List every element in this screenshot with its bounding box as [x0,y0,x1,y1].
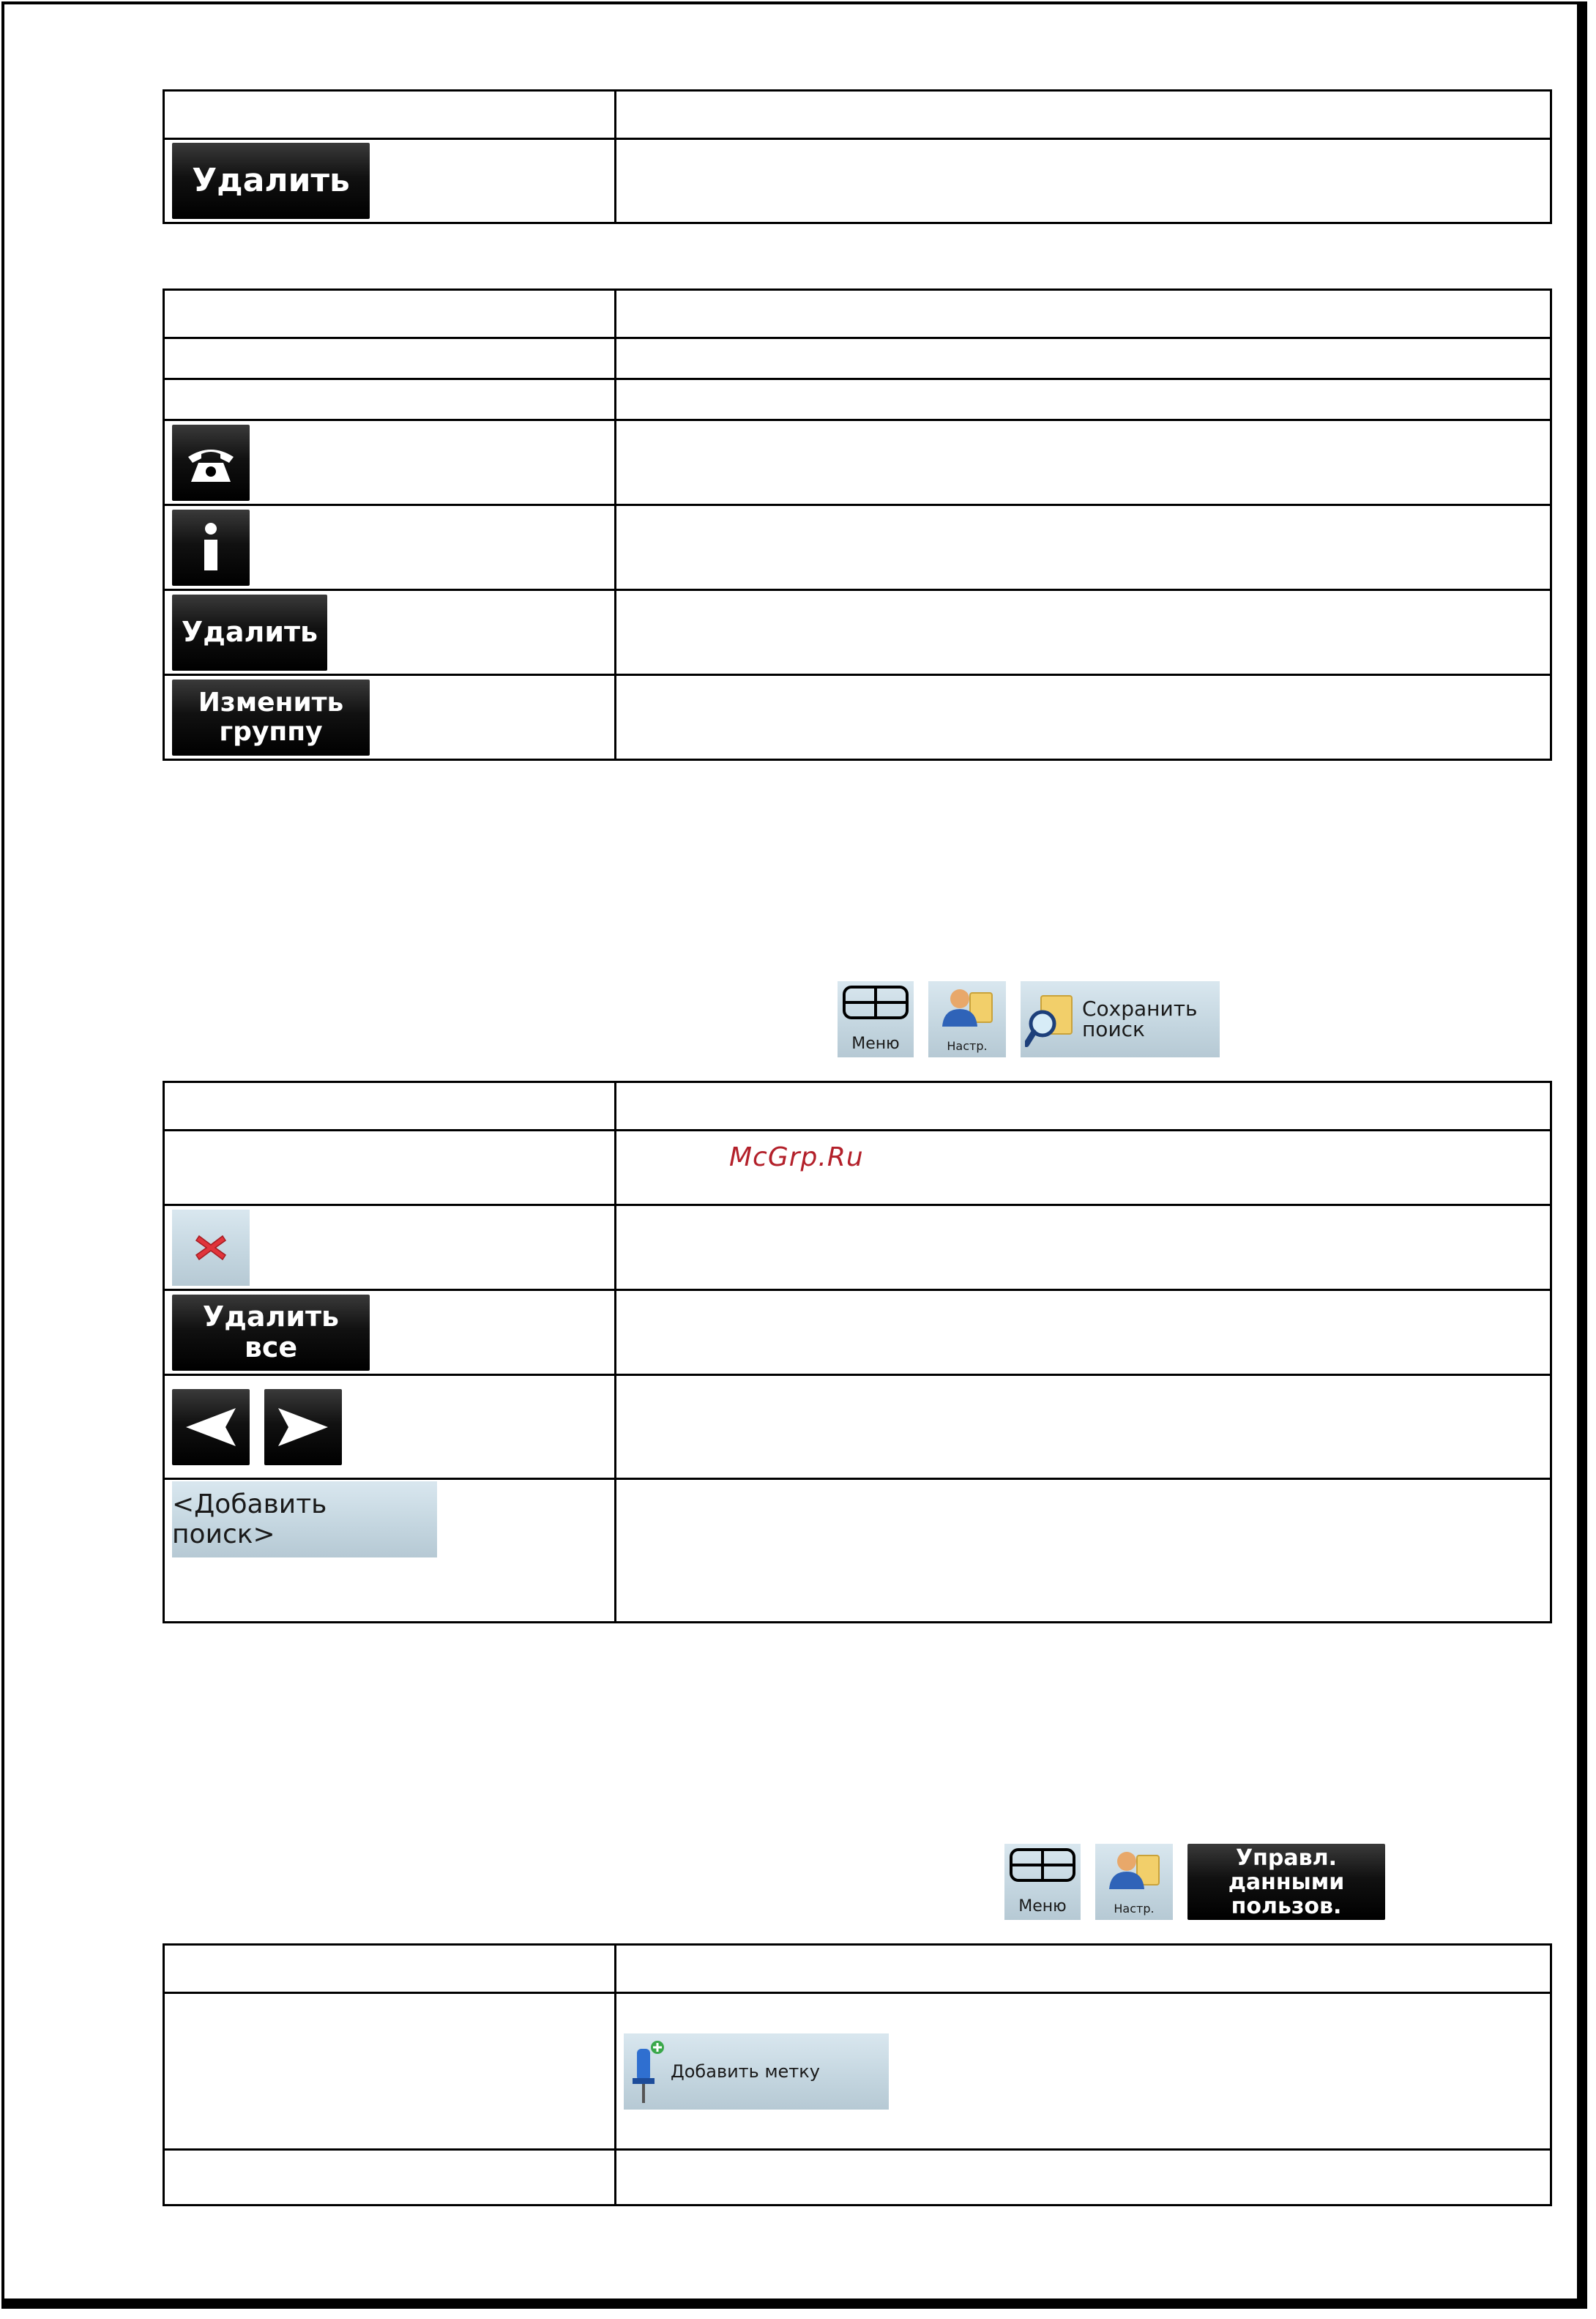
save-search-line2: поиск [1082,1017,1145,1041]
change-group-line2: группу [219,716,323,747]
table-row [164,590,1551,675]
settings-label: Настр. [1114,1902,1155,1916]
delete-item-icon[interactable] [172,1210,250,1286]
table-header-row [164,91,1551,139]
menu-path-save-search [838,981,1220,1057]
user-settings-icon [1105,1850,1163,1889]
menu-path-user-data [1004,1844,1385,1920]
pin-icon [630,2039,666,2104]
table-4 [163,1943,1552,2206]
previous-arrow-icon[interactable] [172,1389,250,1465]
user-data-line2: пользов. [1231,1893,1342,1919]
add-pin-label: Добавить метку [671,2061,820,2082]
info-icon[interactable] [172,510,250,586]
settings-button[interactable] [1095,1844,1173,1920]
next-arrow-icon[interactable] [264,1389,342,1465]
save-search-line1: Сохранить [1082,997,1198,1021]
change-group-button[interactable] [172,680,370,756]
user-data-button[interactable] [1187,1844,1385,1920]
watermark: McGrp.Ru [729,1142,864,1172]
table-row [164,139,1551,223]
table-row [164,338,1551,379]
change-group-line1: Изменить [198,687,344,718]
menu-grid-icon [843,986,909,1019]
table-row [164,675,1551,760]
settings-label: Настр. [947,1039,988,1053]
add-pin-button[interactable] [624,2033,889,2110]
delete-button[interactable]: Удалить [172,595,327,671]
save-search-button[interactable] [1021,981,1220,1057]
menu-label: Меню [1018,1897,1067,1916]
table-header-row [164,1082,1551,1131]
add-search-button[interactable]: <Добавить поиск> [172,1481,437,1557]
table-row [164,505,1551,590]
table-row [164,1479,1551,1623]
table-header-row [164,290,1551,338]
menu-button[interactable] [1004,1844,1081,1920]
delete-button[interactable]: Удалить [172,143,370,219]
user-settings-icon [938,987,996,1027]
table-row [164,379,1551,420]
menu-grid-icon [1010,1848,1075,1882]
table-row [164,2150,1551,2206]
user-data-line1: Управл. данными [1228,1845,1345,1895]
table-2 [163,289,1552,761]
table-1 [163,89,1552,224]
table-row [164,1993,1551,2150]
phone-icon[interactable] [172,425,250,501]
table-row [164,1290,1551,1375]
delete-all-button[interactable]: Удалить все [172,1295,370,1371]
table-header-row [164,1945,1551,1993]
table-row [164,1375,1551,1479]
menu-button[interactable] [838,981,914,1057]
menu-label: Меню [851,1035,900,1053]
save-search-icon [1025,990,1076,1049]
settings-button[interactable] [928,981,1006,1057]
table-row [164,420,1551,505]
table-row [164,1205,1551,1290]
